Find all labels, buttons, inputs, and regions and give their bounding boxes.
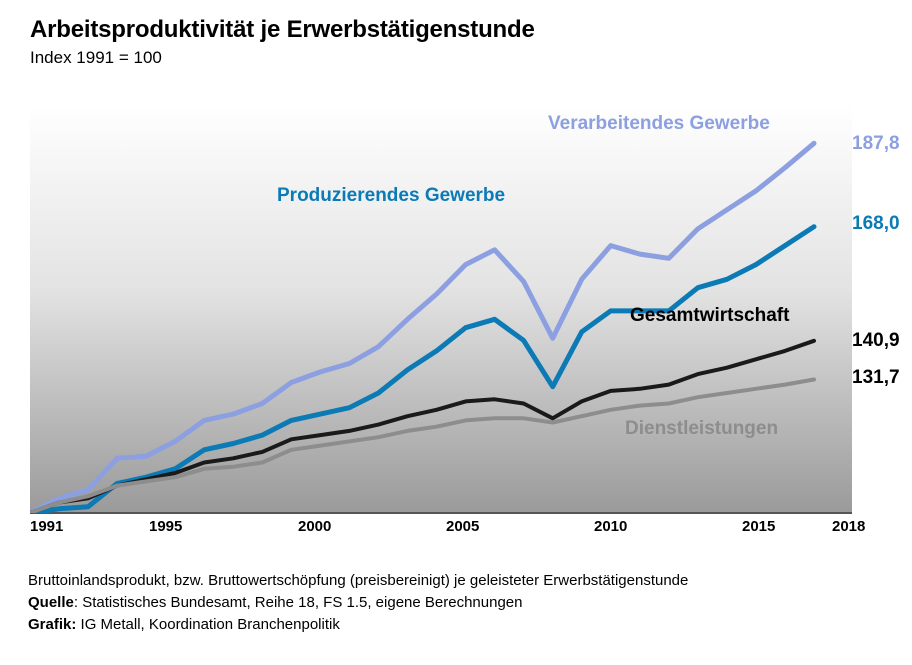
x-tick-1995: 1995 — [149, 518, 183, 535]
footnote-method: Bruttoinlandsprodukt, bzw. Bruttowertschöpfung (preisbereinigt) je geleisteter Erwerbstätigenstunde — [28, 572, 689, 589]
footnotes — [28, 570, 888, 636]
x-axis-tick-labels — [30, 518, 890, 540]
series-label-gesamtwirtschaft: Gesamtwirtschaft — [630, 305, 790, 326]
end-value-produzierendes: 168,0 — [852, 213, 900, 234]
page-title: Arbeitsproduktivität je Erwerbstätigenstunde — [30, 16, 535, 43]
x-tick-2010: 2010 — [594, 518, 628, 535]
series-label-verarbeitendes: Verarbeitendes Gewerbe — [548, 113, 770, 134]
page-subtitle: Index 1991 = 100 — [30, 48, 162, 67]
end-value-gesamtwirtschaft: 140,9 — [852, 330, 900, 351]
x-tick-2000: 2000 — [298, 518, 332, 535]
footnote-source-text: : Statistisches Bundesamt, Reihe 18, FS 1.5, eigene Berechnungen — [73, 594, 523, 611]
x-tick-2005: 2005 — [446, 518, 480, 535]
footnote-graphic — [28, 614, 888, 636]
end-value-verarbeitendes: 187,8 — [852, 133, 900, 154]
footnote-source — [28, 592, 888, 614]
footnote-source-label: Quelle — [28, 594, 74, 611]
series-label-dienstleistungen: Dienstleistungen — [625, 418, 779, 439]
footnote-graphic-label: Grafik: — [28, 616, 77, 633]
series-label-produzierendes: Produzierendes Gewerbe — [277, 185, 506, 206]
x-tick-2015: 2015 — [742, 518, 776, 535]
footnote-graphic-text: IG Metall, Koordination Branchenpolitik — [76, 616, 340, 633]
x-tick-2018: 2018 — [832, 518, 866, 535]
x-tick-1991: 1991 — [30, 518, 64, 535]
chart-container — [30, 105, 852, 515]
end-value-dienstleistungen: 131,7 — [852, 367, 900, 388]
